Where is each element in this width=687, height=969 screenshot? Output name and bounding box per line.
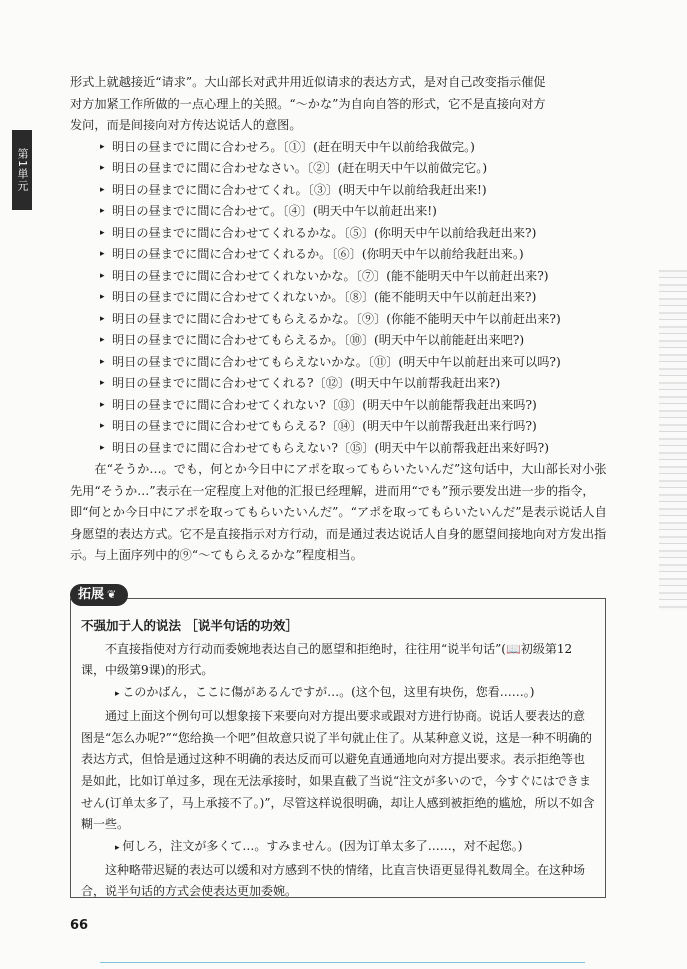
example-item: ▸ 明日の昼までに間に合わせてもらえない?〔⑮〕(明天中午以前帮我赶出来好吗?) [100,438,610,460]
extension-badge-label: 拓展 [78,587,105,602]
extension-title: 不强加于人的说法 ［说半句话的功效］ [81,618,298,633]
page-number: 66 [70,918,89,933]
example-item: ▸ 明日の昼までに間に合わせてくれるかな。〔⑤〕(你明天中午以前给我赶出来?) [100,223,610,245]
unit-side-tab: 第1単元 [12,130,32,210]
extension-paragraph: 这种略带迟疑的表达可以缓和对方感到不快的情绪，比直言快语更显得礼数周全。在这种场合，说半句话的方式会使表达更加委婉。 [81,862,586,899]
example-item: ▸ 明日の昼までに間に合わせてくれる?〔⑫〕(明天中午以前帮我赶出来?) [100,373,610,395]
example-item: ▸ 明日の昼までに間に合わせなさい。〔②〕(赶在明天中午以前做完它。) [100,158,610,180]
extension-badge [70,584,128,606]
extension-paragraph: 通过上面这个例句可以想象接下来要向对方提出要求或跟对方进行协商。说话人要表达的意图是“怎么办呢?”“您给换一个吧”但故意只说了半句就止住了。从某种意义说，这是一种不明确的表达方式，但恰是通过这种不明确的表达反而可以避免直通通地向对方提出要求。表示拒绝等也是如此，比如订单过多，现在无法承接时，如果直截了当说“注文が多いので，今すぐにはできません(订单太多了，马上承接不了。)”，尽管这样说很明确，却让人感到被拒绝的尴尬，所以不如含糊一些。 [81,708,595,832]
example-item: ▸ 明日の昼までに間に合わせてくれないかな。〔⑦〕(能不能明天中午以前赶出来?) [100,266,610,288]
main-text [70,72,610,567]
example-item: ▸ 明日の昼までに間に合わせてくれ。〔③〕(明天中午以前给我赶出来!) [100,180,610,202]
example-item: ▸ 明日の昼までに間に合わせてもらえるかな。〔⑨〕(你能不能明天中午以前赶出来?) [100,309,610,331]
example-item: ▸ 明日の昼までに間に合わせてくれないか。〔⑧〕(能不能明天中午以前赶出来?) [100,287,610,309]
example-item: ▸ 明日の昼までに間に合わせてもらえる?〔⑭〕(明天中午以前帮我赶出来行吗?) [100,416,610,438]
extension-box [70,598,606,898]
extension-paragraph: 不直接指使对方行动而委婉地表达自己的愿望和拒绝时，往往用“说半句话”(📖初级第12课，中级第9课)的形式。 [81,641,573,678]
analysis-paragraph: 在“そうか…。でも，何とか今日中にアポを取ってもらいたいんだ”这句话中，大山部长对小张先用“そうか…”表示在一定程度上对他的汇报已经理解，进而用“でも”预示要发出进一步的指令，即“何とか今日中にアポを取ってもらいたいんだ”。“アポを取ってもらいたいんだ”是表示说话人自身愿望的表达方式。它不是直接指示对方行动，而是通过表达说话人自身的愿望间接地向对方发出指示。与上面序列中的⑨“～てもらえるかな”程度相当。 [70,462,607,562]
extension-example: ▸ 何しろ，注文が多くて…。すみません。(因为订单太多了……，对不起您。) [81,836,595,860]
example-list [70,137,610,460]
bottom-rule [100,962,585,963]
example-item: ▸ 明日の昼までに間に合わせてくれない?〔⑬〕(明天中午以前能帮我赶出来吗?) [100,395,610,417]
example-item: ▸ 明日の昼までに間に合わせて。〔④〕(明天中午以前赶出来!) [100,201,610,223]
intro-line: 对方加紧工作所做的一点心理上的关照。“～かな”为自向自答的形式，它不是直接向对方 [70,96,546,111]
extension-example: ▸ このかばん，ここに傷があるんですが…。(这个包，这里有块伤，您看……。) [81,682,595,706]
page-edge-scan-texture [659,270,687,610]
example-item: ▸ 明日の昼までに間に合わせてもらえないかな。〔⑪〕(明天中午以前赶出来可以吗?) [100,352,610,374]
example-item: ▸ 明日の昼までに間に合わせてくれるか。〔⑥〕(你明天中午以前给我赶出来。) [100,244,610,266]
example-item: ▸ 明日の昼までに間に合わせてもらえるか。〔⑩〕(明天中午以前能赶出来吧?) [100,330,610,352]
intro-line: 发问，而是间接向对方传达说话人的意图。 [70,118,302,132]
leaf-icon: ❦ [107,588,117,601]
example-item: ▸ 明日の昼までに間に合わせろ。〔①〕(赶在明天中午以前给我做完。) [100,137,610,159]
intro-line: 形式上就越接近“请求”。大山部长对武井用近似请求的表达方式，是对自己改变指示催促 [70,75,546,89]
